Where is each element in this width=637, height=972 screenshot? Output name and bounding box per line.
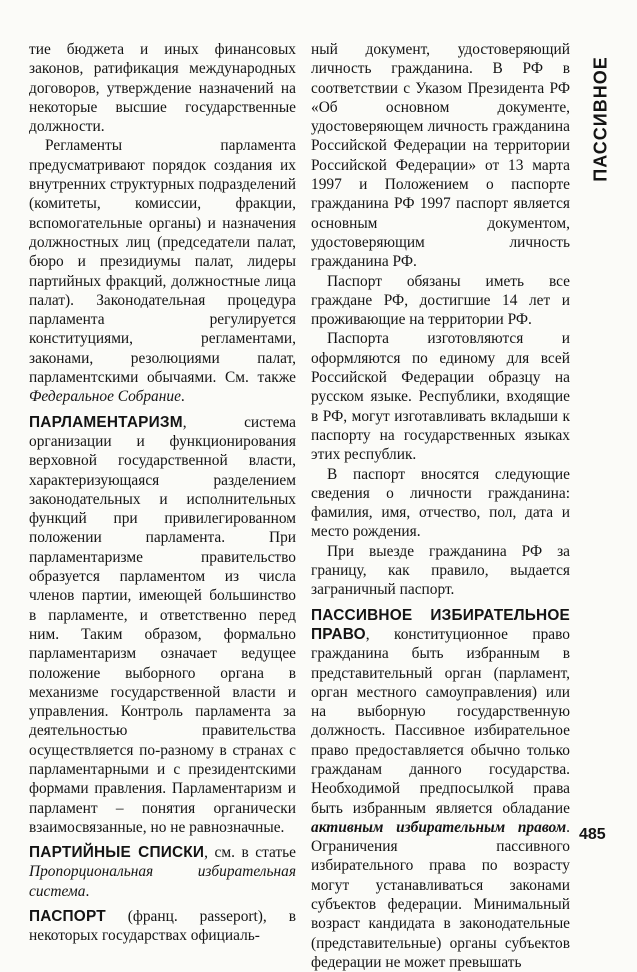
paragraph: тие бюджета и иных финансовых законов, ратификация международных договоров, утверждение назначений на некоторые высшие государственные должности.: [29, 41, 296, 136]
running-header-text: ПАССИВНОЕ: [590, 56, 611, 182]
running-header: [576, 44, 626, 194]
dictionary-entry: [29, 413, 296, 838]
paragraph: Паспорта изготовляются и оформляются по единому для всей Российской Федерации образцу на русском языке. Республики, входящие в РФ, могут изготавливать вкладыши к паспорту на государственных языках этих республик.: [311, 330, 570, 464]
entry-term: ПАСПОРТ: [29, 908, 106, 926]
right-column: [311, 40, 570, 972]
dictionary-entry: [29, 843, 296, 901]
cross-reference: Пропорциональная избирательная система: [29, 863, 296, 900]
paragraph: ный документ, удостоверяющий личность гражданина. В РФ в соответствии с Указом Президента РФ «Об основном документе, удостоверяющем личность гражданина Российской Федерации на территории Российской Федерации» от 13 марта 1997 и Положением о паспорте гражданина РФ 1997 паспорт является основным документом, удостоверяющим личность гражданина РФ.: [311, 41, 570, 271]
page-number: 485: [579, 826, 606, 843]
entry-term: ПАРТИЙНЫЕ СПИСКИ: [29, 844, 205, 862]
entry-term: ПАССИВНОЕ ИЗБИРАТЕЛЬНОЕ ПРАВО: [311, 606, 570, 643]
cross-reference: Федеральное Собрание: [29, 388, 181, 406]
entry-text: , система организации и функционирования верховной государственной власти, характеризующаяся разделением законодательных и исполнительных функций при привилегированном положении парламента. При парламентаризме правительство образуется парламентом из числа членов партии, имеющей большинство в парламенте, и ответственно перед ним. Таким образом, формально парламентаризм означает ведущее положение выборного органа в механизме государственной власти и управления. Контроль парламента за деятельностью правительства осуществляется по-разному в странах с парламентарными и с президентскими формами правления. Парламентаризм и парламент – понятия органически взаимосвязанные, но не равнозначные.: [29, 413, 296, 836]
punctuation: .: [85, 882, 90, 900]
paragraph: [29, 136, 296, 406]
paragraph: В паспорт вносятся следующие сведения о личности гражданина: фамилия, имя, отчество, пол, дата и место рождения.: [311, 465, 570, 541]
entry-text: , конституционное право гражданина быть избранным в представительный орган (парламент, орган местного самоуправления) или на выборную государственную должность. Пассивное избирательное право предоставляется обычно только гражданам данного государства. Необходимой предпосылкой права быть избранным является обладание: [311, 625, 570, 817]
punctuation: .: [180, 388, 185, 406]
dictionary-entry: [29, 907, 296, 946]
entry-text: . Ограничения пассивного избирательного права по возрасту могут устанавливаться законами субъектов федерации. Минимальный возраст кандидата в законодательные (представительные) органы субъектов федерации не может превышать: [311, 818, 570, 971]
entry-text: (франц. passeport), в некоторых государствах официаль-: [29, 908, 296, 945]
left-column: [29, 40, 296, 946]
paragraph: При выезде гражданина РФ за границу, как правило, выдается заграничный паспорт.: [311, 542, 570, 599]
entry-term: ПАРЛАМЕНТАРИЗМ: [29, 413, 183, 431]
paragraph-text: Регламенты парламента предусматривают порядок создания их внутренних структурных подразделений (комитеты, комиссии, фракции, вспомогательные органы) и назначения должностных лиц (председатели палат, бюро и президиумы палат, лидеры партийных фракций, должностные лица палат). Законодательная процедура парламента регулируется конституциями, регламентами, законами, резолюциями палат, парламентскими обычаями. См. также: [29, 137, 296, 387]
dictionary-entry: [311, 606, 570, 972]
paragraph: Паспорт обязаны иметь все граждане РФ, достигшие 14 лет и проживающие на территории РФ.: [311, 272, 570, 329]
entry-text: , см. в статье: [204, 844, 296, 862]
cross-reference: активным избирательным правом: [311, 818, 567, 836]
